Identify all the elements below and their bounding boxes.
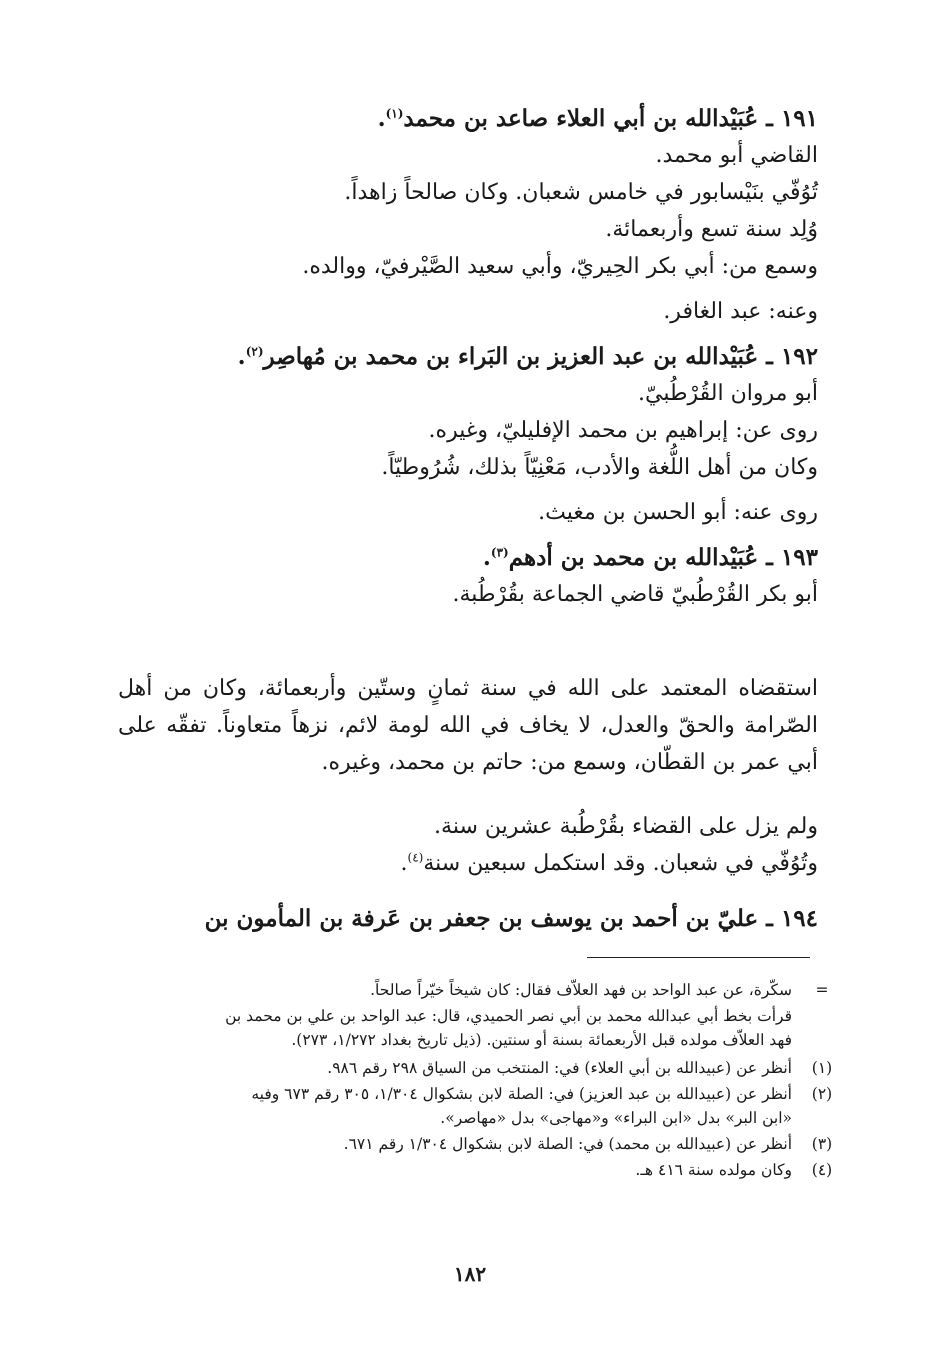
footnote-mark: =: [815, 981, 829, 999]
footnote-line: وكان مولده سنة ٤١٦ هـ.: [635, 1161, 792, 1179]
footnote-line: فهد العلاّف مولده قبل الأربعمائة بسنة أو سنتين. (ذيل تاريخ بغداد ١/٢٧٢، ٢٧٣).: [291, 1031, 792, 1049]
footnote-line: سكّرة، عن عبد الواحد بن فهد العلاّف فقال: كان شيخاً خيّراً صالحاً.: [370, 981, 792, 999]
footnote-separator: [587, 957, 810, 958]
entry-heading: ١٩٤ ـ عليّ بن أحمد بن يوسف بن جعفر بن عَرفة بن المأمون بن: [204, 905, 818, 932]
footnote-ref[interactable]: (٢): [245, 344, 264, 359]
footnote-ref[interactable]: (٤): [407, 850, 424, 865]
footnote-mark: (٤): [811, 1161, 833, 1179]
entry-line: ولم يزل على القضاء بقُرْطُبة عشرين سنة.: [434, 814, 818, 839]
heading-end: .: [482, 544, 491, 571]
footnote-item: [122, 1056, 842, 1080]
entry-191: [118, 100, 818, 330]
footnote-mark: (٣): [811, 1135, 833, 1153]
entry-heading: [118, 338, 818, 375]
entry-193-body: [118, 670, 818, 781]
entry-line: أبو بكر القُرْطُبيّ قاضي الجماعة بقُرْطُبة.: [452, 582, 818, 607]
footnote-line: قرأت بخط أبي عبدالله محمد بن أبي نصر الحميدي، قال: عبد الواحد بن علي بن محمد بن: [225, 1007, 792, 1025]
footnote-line: أنظر عن (عبيدالله بن أبي العلاء) في: المنتخب من السياق ٢٩٨ رقم ٩٨٦.: [327, 1059, 792, 1077]
entry-line: روى عنه: أبو الحسن بن مغيث.: [538, 500, 818, 525]
footnote-mark: (٢): [811, 1085, 833, 1103]
heading-end: .: [377, 105, 386, 132]
entry-heading: [118, 100, 818, 137]
footnote-ref[interactable]: (١): [385, 106, 404, 121]
entry-line: أبو مروان القُرْطُبيّ.: [638, 381, 818, 406]
entry-line: القاضي أبو محمد.: [655, 143, 818, 168]
footnote-item: [122, 1132, 842, 1156]
entry-line: وسمع من: أبي بكر الحِيريّ، وأبي سعيد الصَّيْرفيّ، ووالده.: [302, 254, 818, 279]
footnote-ref[interactable]: (٣): [490, 545, 509, 560]
entry-heading-text: ١٩١ ـ عُبَيْدالله بن أبي العلاء صاعد بن محمد: [403, 105, 818, 132]
entry-line: وُلِد سنة تسع وأربعمائة.: [605, 217, 818, 242]
footnote-mark: (١): [811, 1059, 833, 1077]
footnote-line: «ابن البر» بدل «ابن البراء» و«مهاجى» بدل «مهاصر».: [440, 1109, 792, 1127]
entry-line: وعنه: عبد الغافر.: [663, 299, 818, 324]
main-text: [118, 100, 818, 613]
entry-192: [118, 338, 818, 531]
footnote-line: أنظر عن (عبيدالله بن عبد العزيز) في: الصلة لابن بشكوال ١/٣٠٤، ٣٠٥ رقم ٦٧٣ وفيه: [251, 1085, 792, 1103]
page-number: ١٨٢: [453, 1262, 487, 1286]
entry-193-tail: [118, 808, 818, 882]
heading-end: .: [237, 343, 246, 370]
entry-heading: [118, 539, 818, 576]
footnote-continuation: [122, 978, 842, 1002]
footnote-item: [122, 1158, 842, 1182]
footnote-line: أنظر عن (عبيدالله بن محمد) في: الصلة لابن بشكوال ١/٣٠٤ رقم ٦٧١.: [343, 1135, 792, 1153]
footnotes: [122, 978, 842, 1184]
entry-heading-text: ١٩٣ ـ عُبَيْدالله بن محمد بن أدهم: [508, 544, 818, 571]
entry-line: روى عن: إبراهيم بن محمد الإفليليّ، وغيره.: [428, 418, 818, 443]
entry-193: [118, 539, 818, 613]
entry-line: تُوُفّي بنَيْسابور في خامس شعبان. وكان صالحاً زاهداً.: [344, 180, 818, 205]
entry-194: [118, 900, 818, 937]
entry-heading-text: ١٩٢ ـ عُبَيْدالله بن عبد العزيز بن البَراء بن محمد بن مُهاصِر: [263, 343, 818, 370]
entry-line: وكان من أهل اللُّغة والأدب، مَعْنِيّاً بذلك، شُرُوطيّاً.: [381, 455, 818, 480]
entry-line-text: وتُوُفّي في شعبان. وقد استكمل سبعين سنة: [423, 851, 818, 876]
entry-line: [118, 845, 818, 882]
line-end: .: [400, 851, 408, 876]
entry-paragraph: استقضاه المعتمد على الله في سنة ثمانٍ وستّين وأربعمائة، وكان من أهل الصّرامة والحقّ والعدل، لا يخاف في الله لومة لائم، نزهاً متعاوناً. تفقّه على أبي عمر بن القطّان، وسمع من: حاتم بن محمد، وغيره.: [118, 676, 818, 775]
footnote-item: [122, 1082, 842, 1130]
